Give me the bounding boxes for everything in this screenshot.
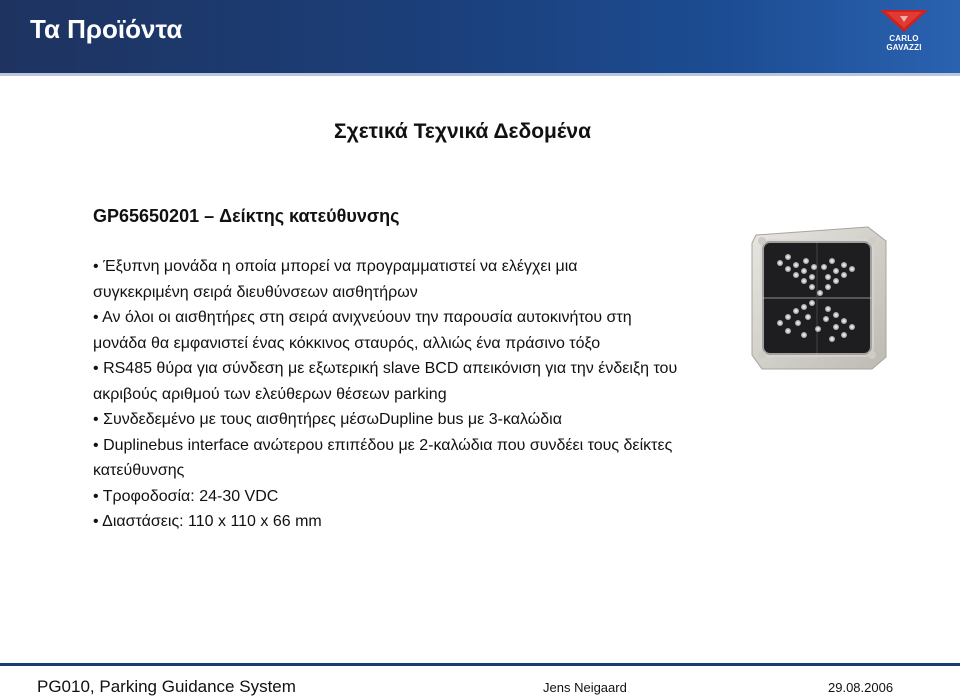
- footer-date: 29.08.2006: [828, 680, 894, 695]
- bullet-text: κατεύθυνσης: [93, 462, 185, 479]
- slide-title: Τα Προϊόντα: [30, 14, 183, 44]
- bullet-text: Αν όλοι οι αισθητήρες στη σειρά ανιχνεύουν την παρουσία αυτοκινήτου στη: [102, 309, 632, 326]
- bullet-text: Τροφοδοσία: 24-30 VDC: [102, 487, 279, 505]
- bullet-line: [93, 458, 743, 484]
- header-bar: [0, 0, 960, 73]
- bullet-text: Έξυπνη μονάδα η οποία μπορεί να προγραμματιστεί να ελέγχει μια: [103, 258, 578, 275]
- bullet-text: Διαστάσεις: 110 x 110 x 66 mm: [102, 513, 322, 530]
- product-heading: [93, 206, 400, 227]
- bullet-list: [93, 254, 743, 535]
- footer-divider: [0, 663, 960, 666]
- bullet-text: Συνδεδεμένο με τους αισθητήρες μέσωDupline bus με 3-καλώδια: [103, 411, 562, 428]
- bullet-text: RS485 θύρα για σύνδεση με εξωτερική slave BCD απεικόνιση για την ένδειξη του: [103, 360, 678, 377]
- subtitle: Σχετικά Τεχνικά Δεδομένα: [334, 120, 591, 143]
- bullet-line: [93, 484, 743, 510]
- footer-author: Jens Neigaard: [543, 680, 627, 695]
- bullet-marker: •: [93, 411, 99, 428]
- bullet-text: Duplinebus interface ανώτερου επιπέδου με 2-καλώδια που συνδέει τους δείκτες: [103, 436, 673, 454]
- bullet-marker: •: [93, 487, 99, 505]
- product-code: GP65650201: [93, 206, 200, 226]
- bullet-marker: •: [93, 513, 99, 530]
- bullet-line: [93, 280, 743, 306]
- bullet-line: [93, 356, 743, 382]
- carlo-gavazzi-logo: [874, 6, 934, 70]
- bullet-text: συγκεκριμένη σειρά διευθύνσεων αισθητήρων: [93, 283, 418, 301]
- subtitle-row: [0, 120, 960, 144]
- bullet-marker: •: [93, 258, 99, 275]
- bullet-line: [93, 433, 743, 459]
- product-photo: [748, 223, 890, 371]
- bullet-line: [93, 509, 743, 535]
- bullet-line: [93, 331, 743, 357]
- bullet-line: [93, 254, 743, 280]
- bullet-text: ακριβούς αριθμού των ελεύθερων θέσεων parking: [93, 385, 447, 403]
- bullet-line: [93, 382, 743, 408]
- bullet-marker: •: [93, 360, 99, 377]
- bullet-text: μονάδα θα εμφανιστεί ένας κόκκινος σταυρός, αλλιώς ένα πράσινο τόξο: [93, 334, 601, 352]
- footer-presentation-title: PG010, Parking Guidance System: [37, 677, 296, 696]
- bullet-marker: •: [93, 309, 99, 326]
- product-dash: –: [204, 206, 215, 226]
- bullet-line: [93, 407, 743, 433]
- bullet-line: [93, 305, 743, 331]
- logo-text: CARLO GAVAZZI: [886, 34, 922, 52]
- product-name: Δείκτης κατεύθυνσης: [219, 206, 400, 226]
- bullet-marker: •: [93, 436, 99, 454]
- header-divider: [0, 73, 960, 76]
